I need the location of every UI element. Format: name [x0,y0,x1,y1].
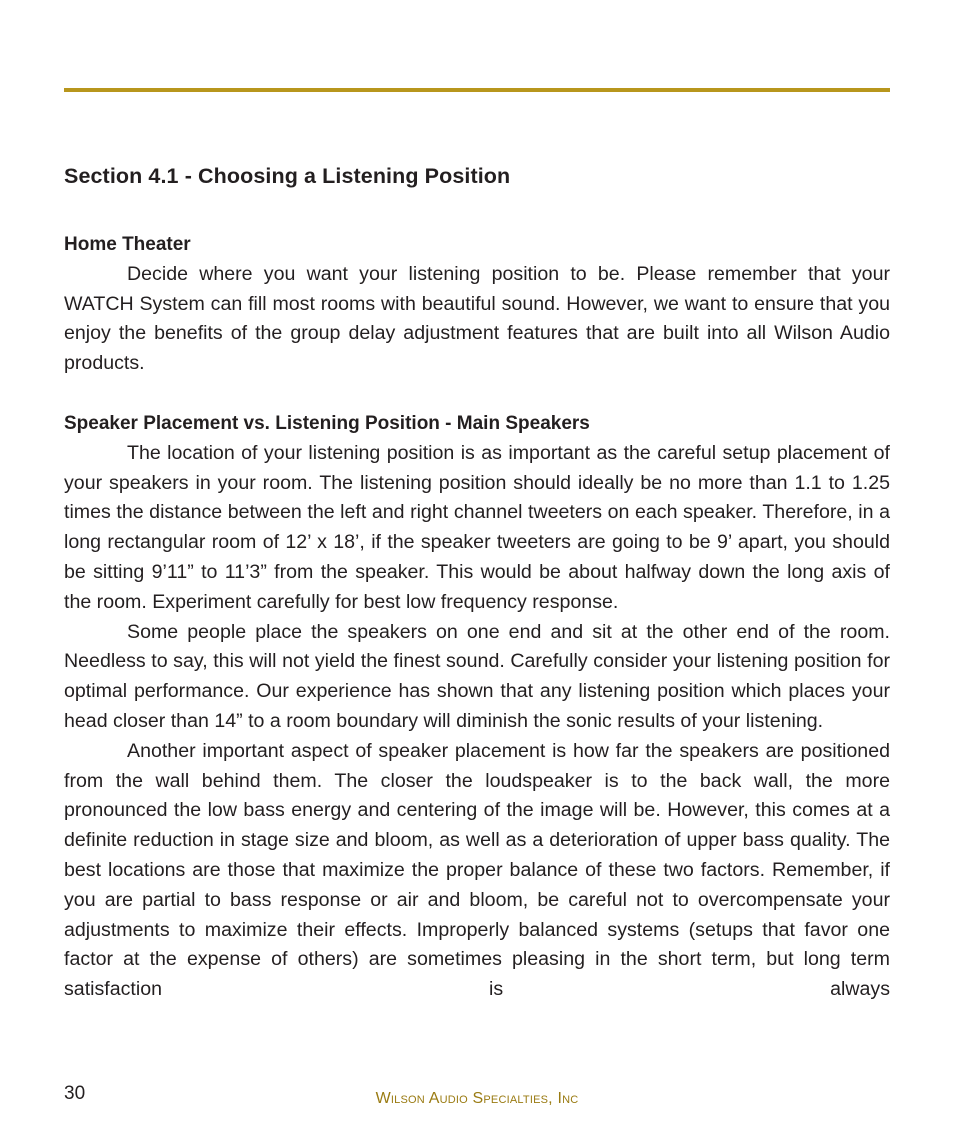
speaker-placement-paragraph-2: Some people place the speakers on one end and sit at the other end of the room. Needless to say, this will not yield the finest sound. Carefully consider your listening position for optimal performance. Our experience has shown that any listening position which places your head closer than 14” to a room boundary will diminish the sonic results of your listening. [64,620,890,732]
footer-company-name: Wilson Audio Specialties, Inc [375,1090,579,1107]
speaker-placement-heading: Speaker Placement vs. Listening Position - Main Speakers [64,412,590,434]
speaker-placement-paragraph-3: Another important aspect of speaker placement is how far the speakers are positioned from the wall behind them. The closer the loudspeaker is to the back wall, the more pronounced the low bass energy and centering of the image will be. However, this comes at a definite reduction in stage size and bloom, as well as a deterioration of upper bass quality. The best locations are those that maximize the proper balance of these two factors. Remember, if you are partial to bass response or air and bloom, be careful not to overcompensate your adjustments to maximize their effects. Improperly balanced systems (setups that favor one factor at the expense of others) are sometimes pleasing in the short term, but long term satisfaction is always [64,739,890,1001]
speaker-placement-paragraph-1: The location of your listening position is as important as the careful setup placement of your speakers in your room. The listening position should ideally be no more than 1.1 to 1.25 times the distance between the left and right channel tweeters on each speaker. Therefore, in a long rectangular room of 12’ x 18’, if the speaker tweeters are going to be 9’ apart, you should be sitting 9’11” to 11’3” from the speaker. This would be about halfway down the long axis of the room. Experiment carefully for best low frequency response. [64,441,890,613]
section-title: Section 4.1 - Choosing a Listening Position [64,164,511,188]
page-content [64,161,890,1005]
header-rule [64,88,890,92]
home-theater-paragraph: Decide where you want your listening position to be. Please remember that your WATCH System can fill most rooms with beautiful sound. However, we want to ensure that you enjoy the benefits of the group delay adjustment features that are built into all Wilson Audio products. [64,262,890,375]
home-theater-heading: Home Theater [64,234,191,255]
page-number: 30 [64,1083,86,1104]
